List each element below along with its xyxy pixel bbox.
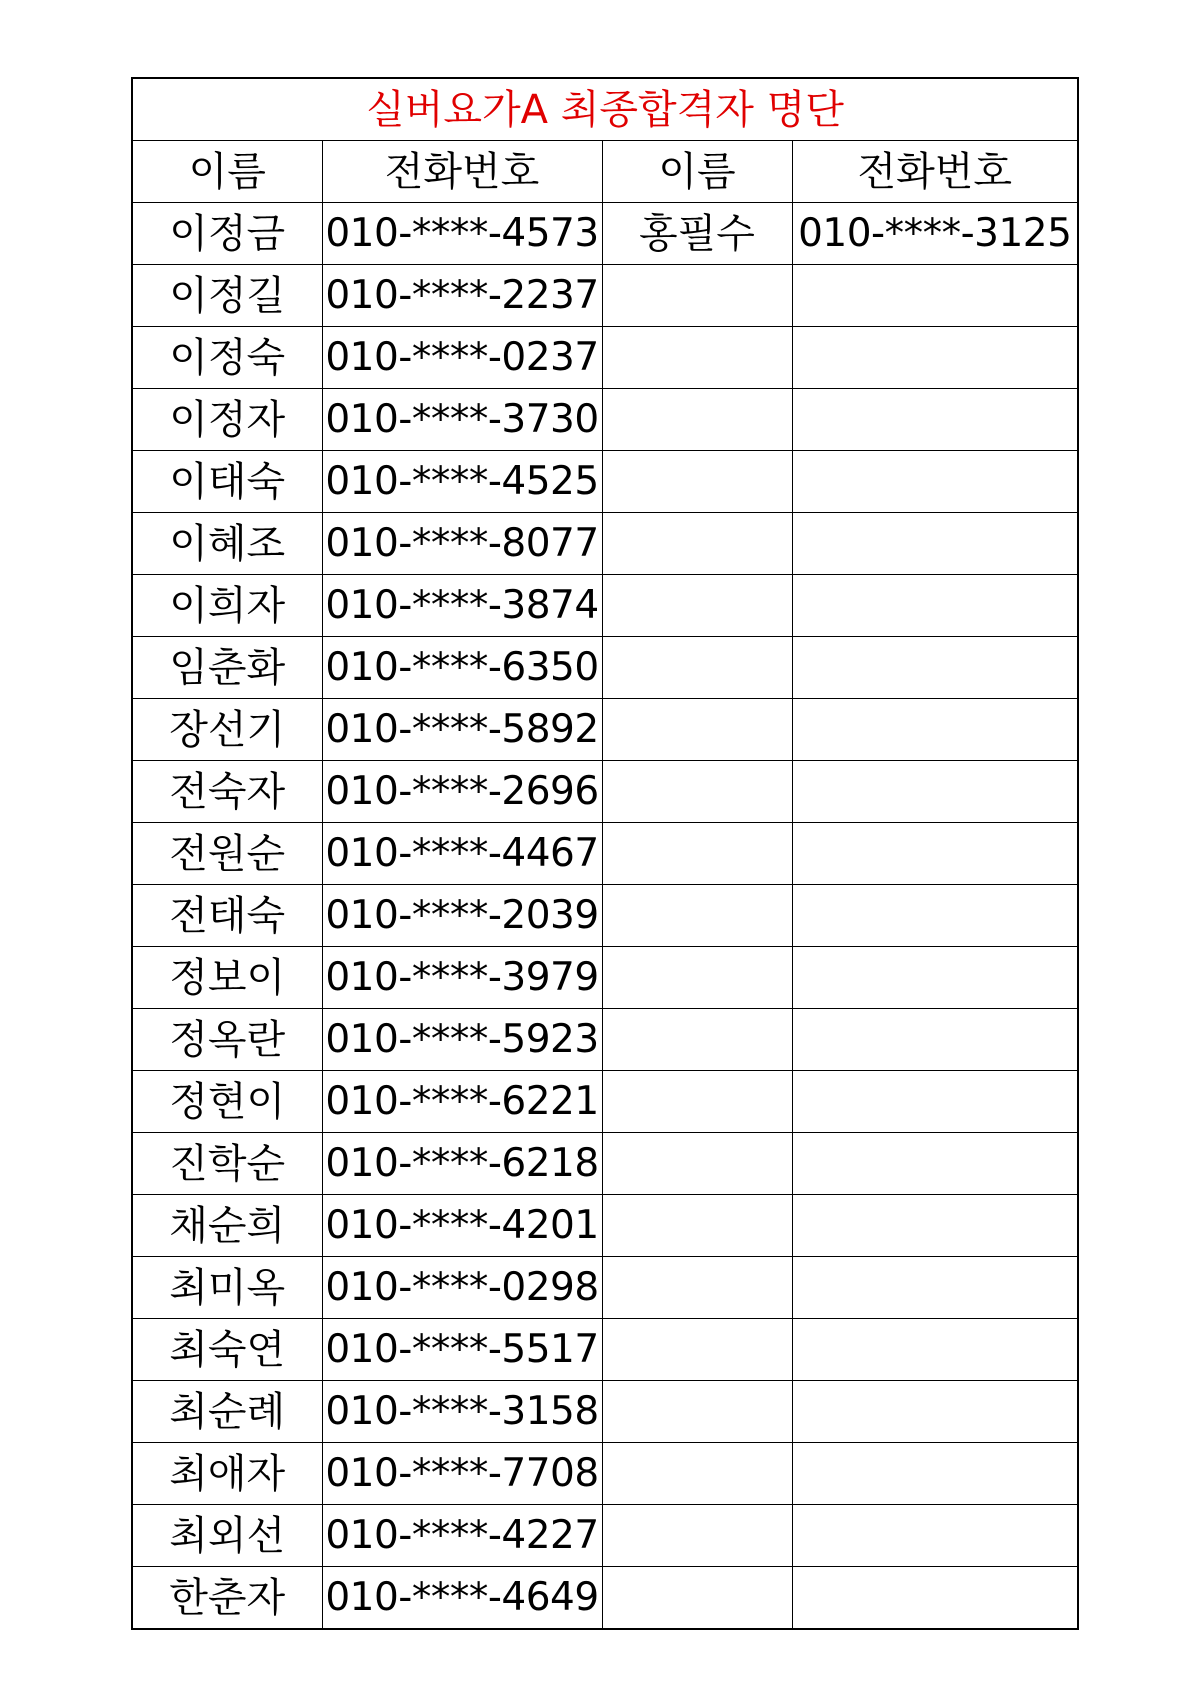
name-cell-2 bbox=[602, 699, 792, 761]
phone-cell: 010-****-3730 bbox=[322, 389, 602, 451]
name-cell-2 bbox=[602, 1257, 792, 1319]
name-cell-2 bbox=[602, 1071, 792, 1133]
table-row bbox=[132, 1133, 1078, 1195]
phone-cell-2 bbox=[792, 761, 1078, 823]
name-cell: 전숙자 bbox=[132, 761, 322, 823]
phone-cell-2 bbox=[792, 1319, 1078, 1381]
phone-cell: 010-****-7708 bbox=[322, 1443, 602, 1505]
phone-cell: 010-****-0298 bbox=[322, 1257, 602, 1319]
phone-cell: 010-****-4201 bbox=[322, 1195, 602, 1257]
table-row bbox=[132, 265, 1078, 327]
name-cell-2 bbox=[602, 1443, 792, 1505]
name-cell-2 bbox=[602, 513, 792, 575]
table-row bbox=[132, 1009, 1078, 1071]
table-row bbox=[132, 327, 1078, 389]
table-row bbox=[132, 1257, 1078, 1319]
name-cell: 최순례 bbox=[132, 1381, 322, 1443]
table-row bbox=[132, 637, 1078, 699]
header-phone-1: 전화번호 bbox=[322, 141, 602, 203]
phone-cell-2 bbox=[792, 637, 1078, 699]
name-cell: 이정자 bbox=[132, 389, 322, 451]
name-cell: 정현이 bbox=[132, 1071, 322, 1133]
table-row bbox=[132, 1505, 1078, 1567]
phone-cell-2 bbox=[792, 513, 1078, 575]
phone-cell-2 bbox=[792, 1133, 1078, 1195]
title-row bbox=[132, 78, 1078, 141]
sheet-title: 실버요가A 최종합격자 명단 bbox=[132, 78, 1078, 141]
table-row bbox=[132, 947, 1078, 1009]
table-row bbox=[132, 885, 1078, 947]
header-row bbox=[132, 141, 1078, 203]
phone-cell-2 bbox=[792, 1071, 1078, 1133]
phone-cell: 010-****-3158 bbox=[322, 1381, 602, 1443]
table-row bbox=[132, 823, 1078, 885]
name-cell-2 bbox=[602, 1319, 792, 1381]
name-cell-2 bbox=[602, 1009, 792, 1071]
phone-cell: 010-****-4467 bbox=[322, 823, 602, 885]
phone-cell: 010-****-5517 bbox=[322, 1319, 602, 1381]
name-cell: 채순희 bbox=[132, 1195, 322, 1257]
name-cell: 최애자 bbox=[132, 1443, 322, 1505]
name-cell: 한춘자 bbox=[132, 1567, 322, 1630]
table-row bbox=[132, 451, 1078, 513]
phone-cell-2 bbox=[792, 947, 1078, 1009]
table-row bbox=[132, 575, 1078, 637]
phone-cell: 010-****-4573 bbox=[322, 203, 602, 265]
name-cell-2 bbox=[602, 1381, 792, 1443]
phone-cell: 010-****-6221 bbox=[322, 1071, 602, 1133]
phone-cell-2 bbox=[792, 327, 1078, 389]
name-cell-2 bbox=[602, 947, 792, 1009]
phone-cell-2 bbox=[792, 1505, 1078, 1567]
name-cell-2 bbox=[602, 575, 792, 637]
name-cell: 임춘화 bbox=[132, 637, 322, 699]
name-cell: 최외선 bbox=[132, 1505, 322, 1567]
finalists-table-body bbox=[132, 78, 1078, 1629]
name-cell: 정옥란 bbox=[132, 1009, 322, 1071]
name-cell: 이정숙 bbox=[132, 327, 322, 389]
header-name-2: 이름 bbox=[602, 141, 792, 203]
phone-cell: 010-****-6350 bbox=[322, 637, 602, 699]
name-cell: 이태숙 bbox=[132, 451, 322, 513]
phone-cell: 010-****-2696 bbox=[322, 761, 602, 823]
table-row bbox=[132, 1567, 1078, 1630]
table-row bbox=[132, 1443, 1078, 1505]
name-cell: 진학순 bbox=[132, 1133, 322, 1195]
phone-cell-2 bbox=[792, 823, 1078, 885]
phone-cell: 010-****-0237 bbox=[322, 327, 602, 389]
phone-cell-2 bbox=[792, 1381, 1078, 1443]
table-row bbox=[132, 1195, 1078, 1257]
phone-cell: 010-****-4649 bbox=[322, 1567, 602, 1630]
phone-cell-2 bbox=[792, 451, 1078, 513]
table-row bbox=[132, 513, 1078, 575]
name-cell-2 bbox=[602, 761, 792, 823]
phone-cell-2 bbox=[792, 1567, 1078, 1630]
name-cell: 이정금 bbox=[132, 203, 322, 265]
phone-cell-2 bbox=[792, 265, 1078, 327]
table-row bbox=[132, 1381, 1078, 1443]
table-row bbox=[132, 1071, 1078, 1133]
name-cell-2 bbox=[602, 1195, 792, 1257]
header-name-1: 이름 bbox=[132, 141, 322, 203]
phone-cell-2 bbox=[792, 575, 1078, 637]
name-cell: 전태숙 bbox=[132, 885, 322, 947]
name-cell-2 bbox=[602, 327, 792, 389]
phone-cell-2 bbox=[792, 389, 1078, 451]
phone-cell: 010-****-4227 bbox=[322, 1505, 602, 1567]
name-cell-2 bbox=[602, 1567, 792, 1630]
finalists-table bbox=[131, 77, 1079, 1630]
table-row bbox=[132, 1319, 1078, 1381]
name-cell-2: 홍필수 bbox=[602, 203, 792, 265]
name-cell: 이혜조 bbox=[132, 513, 322, 575]
header-phone-2: 전화번호 bbox=[792, 141, 1078, 203]
phone-cell: 010-****-2039 bbox=[322, 885, 602, 947]
name-cell-2 bbox=[602, 451, 792, 513]
phone-cell: 010-****-3874 bbox=[322, 575, 602, 637]
phone-cell: 010-****-2237 bbox=[322, 265, 602, 327]
name-cell-2 bbox=[602, 885, 792, 947]
name-cell-2 bbox=[602, 1505, 792, 1567]
phone-cell: 010-****-8077 bbox=[322, 513, 602, 575]
name-cell-2 bbox=[602, 823, 792, 885]
phone-cell-2 bbox=[792, 1443, 1078, 1505]
name-cell: 이희자 bbox=[132, 575, 322, 637]
table-row bbox=[132, 761, 1078, 823]
phone-cell: 010-****-3979 bbox=[322, 947, 602, 1009]
name-cell: 전원순 bbox=[132, 823, 322, 885]
phone-cell: 010-****-4525 bbox=[322, 451, 602, 513]
name-cell-2 bbox=[602, 389, 792, 451]
name-cell: 정보이 bbox=[132, 947, 322, 1009]
table-row bbox=[132, 203, 1078, 265]
phone-cell-2 bbox=[792, 885, 1078, 947]
name-cell: 최숙연 bbox=[132, 1319, 322, 1381]
phone-cell: 010-****-6218 bbox=[322, 1133, 602, 1195]
name-cell: 이정길 bbox=[132, 265, 322, 327]
phone-cell-2 bbox=[792, 699, 1078, 761]
table-row bbox=[132, 389, 1078, 451]
phone-cell: 010-****-5892 bbox=[322, 699, 602, 761]
name-cell-2 bbox=[602, 637, 792, 699]
table-row bbox=[132, 699, 1078, 761]
name-cell-2 bbox=[602, 1133, 792, 1195]
phone-cell: 010-****-5923 bbox=[322, 1009, 602, 1071]
phone-cell-2 bbox=[792, 1257, 1078, 1319]
name-cell: 최미옥 bbox=[132, 1257, 322, 1319]
phone-cell-2: 010-****-3125 bbox=[792, 203, 1078, 265]
phone-cell-2 bbox=[792, 1009, 1078, 1071]
name-cell: 장선기 bbox=[132, 699, 322, 761]
name-cell-2 bbox=[602, 265, 792, 327]
phone-cell-2 bbox=[792, 1195, 1078, 1257]
